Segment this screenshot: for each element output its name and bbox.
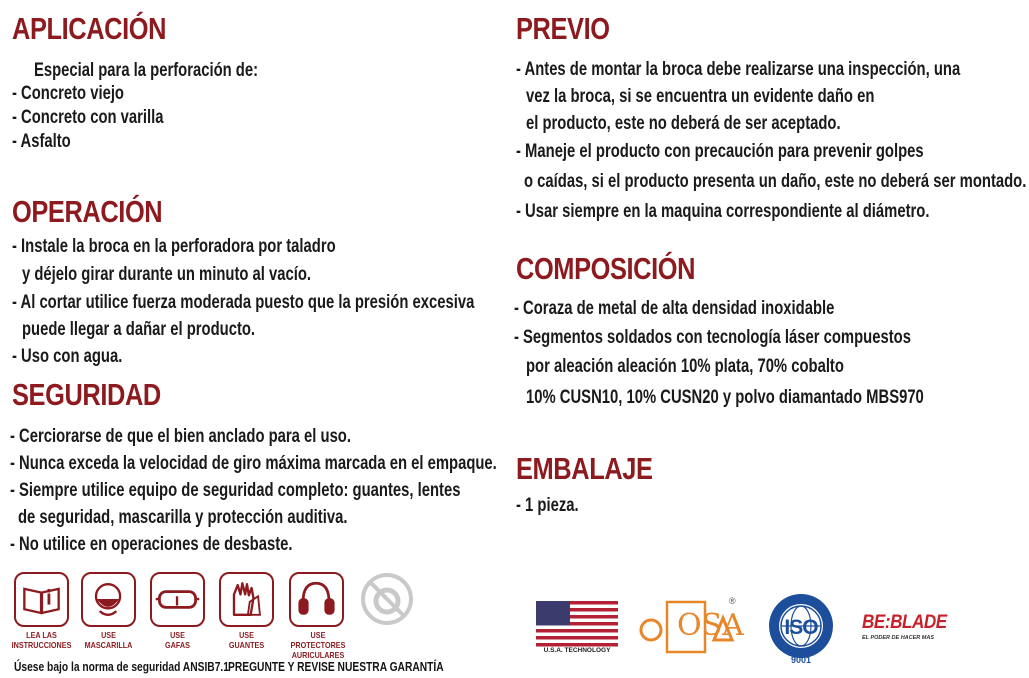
seguridad-line: - Cerciorarse de que el bien anclado para el uso. — [10, 426, 351, 447]
embalaje-line: - 1 pieza. — [516, 495, 579, 516]
osa-s-letter: OSA — [677, 608, 744, 643]
iso-text: ISO — [784, 616, 818, 639]
icon-caption: USE MASCARILLA — [84, 630, 133, 650]
goggles-icon — [150, 572, 205, 627]
mask-icon — [81, 572, 136, 627]
aplicacion-line: - Concreto viejo — [12, 83, 124, 104]
beblade-logo — [862, 612, 972, 652]
iso-9001-logo — [762, 590, 840, 668]
usa-flag-icon — [536, 601, 618, 647]
previo-line: - Antes de montar la broca debe realizarse una inspección, una — [516, 59, 961, 80]
composicion-line: 10% CUSN10, 10% CUSN20 y polvo diamantado MBS970 — [526, 387, 924, 408]
garantia-text: PREGUNTE Y REVISE NUESTRA GARANTÍA — [228, 660, 444, 674]
aplicacion-line: - Concreto con varilla — [12, 107, 164, 128]
operacion-line: - Al cortar utilice fuerza moderada puesto que la presión excesiva — [12, 292, 475, 313]
previo-line: vez la broca, si se encuentra un evidente daño en — [526, 86, 875, 107]
previo-line: - Usar siempre en la maquina correspondiente al diámetro. — [516, 201, 930, 222]
aplicacion-line: - Asfalto — [12, 131, 71, 152]
seguridad-title: SEGURIDAD — [12, 377, 161, 412]
osa-logo — [637, 596, 744, 658]
previo-line: o caídas, si el producto presenta un daño, este no deberá ser montado. — [524, 171, 1027, 192]
operacion-line: y déjelo girar durante un minuto al vacío. — [22, 264, 312, 285]
icon-caption: LEA LAS INSTRUCCIONES — [11, 630, 72, 650]
gloves-icon — [219, 572, 274, 627]
aplicacion-title: APLICACIÓN — [12, 11, 167, 46]
norma-text: Úsese bajo la norma de seguridad ANSIB7.1 — [14, 660, 229, 674]
operacion-title: OPERACIÓN — [12, 194, 163, 229]
aplicacion-line: Especial para la perforación de: — [34, 60, 259, 81]
icon-caption: USE GUANTES — [228, 630, 265, 650]
seguridad-line: - Nunca exceda la velocidad de giro máxima marcada en el empaque. — [10, 453, 497, 474]
operacion-line: - Instale la broca en la perforadora por taladro — [12, 236, 336, 257]
previo-line: el producto, este no deberá de ser aceptado. — [526, 113, 841, 134]
embalaje-title: EMBALAJE — [516, 451, 653, 486]
composicion-title: COMPOSICIÓN — [516, 251, 696, 286]
usa-tech-text: U.S.A. TECHNOLOGY — [543, 647, 611, 654]
no-grinding-icon — [360, 572, 415, 627]
operacion-line: - Uso con agua. — [12, 346, 123, 367]
composicion-line: - Segmentos soldados con tecnología láser compuestos — [514, 327, 911, 348]
book-icon — [14, 572, 69, 627]
beblade-tagline: EL PODER DE HACER MAS — [862, 635, 935, 641]
previo-title: PREVIO — [516, 11, 610, 46]
icon-caption: USE PROTECTORES AURICULARES — [290, 630, 346, 660]
seguridad-line: de seguridad, mascarilla y protección auditiva. — [18, 507, 348, 528]
composicion-line: por aleación aleación 10% plata, 70% cobalto — [526, 356, 844, 377]
usa-flag-logo — [536, 601, 618, 657]
seguridad-line: - No utilice en operaciones de desbaste. — [10, 534, 293, 555]
registered-mark: ® — [729, 596, 736, 606]
previo-line: - Maneje el producto con precaución para prevenir golpes — [516, 141, 924, 162]
earmuffs-icon — [289, 572, 344, 627]
operacion-line: puede llegar a dañar el producto. — [22, 319, 256, 340]
composicion-line: - Coraza de metal de alta densidad inoxidable — [514, 298, 835, 319]
iso-number: 9001 — [790, 655, 812, 665]
icon-caption: USE GAFAS — [165, 630, 190, 650]
beblade-name: BE:BLADE — [862, 612, 947, 633]
seguridad-line: - Siempre utilice equipo de seguridad completo: guantes, lentes — [10, 480, 461, 501]
